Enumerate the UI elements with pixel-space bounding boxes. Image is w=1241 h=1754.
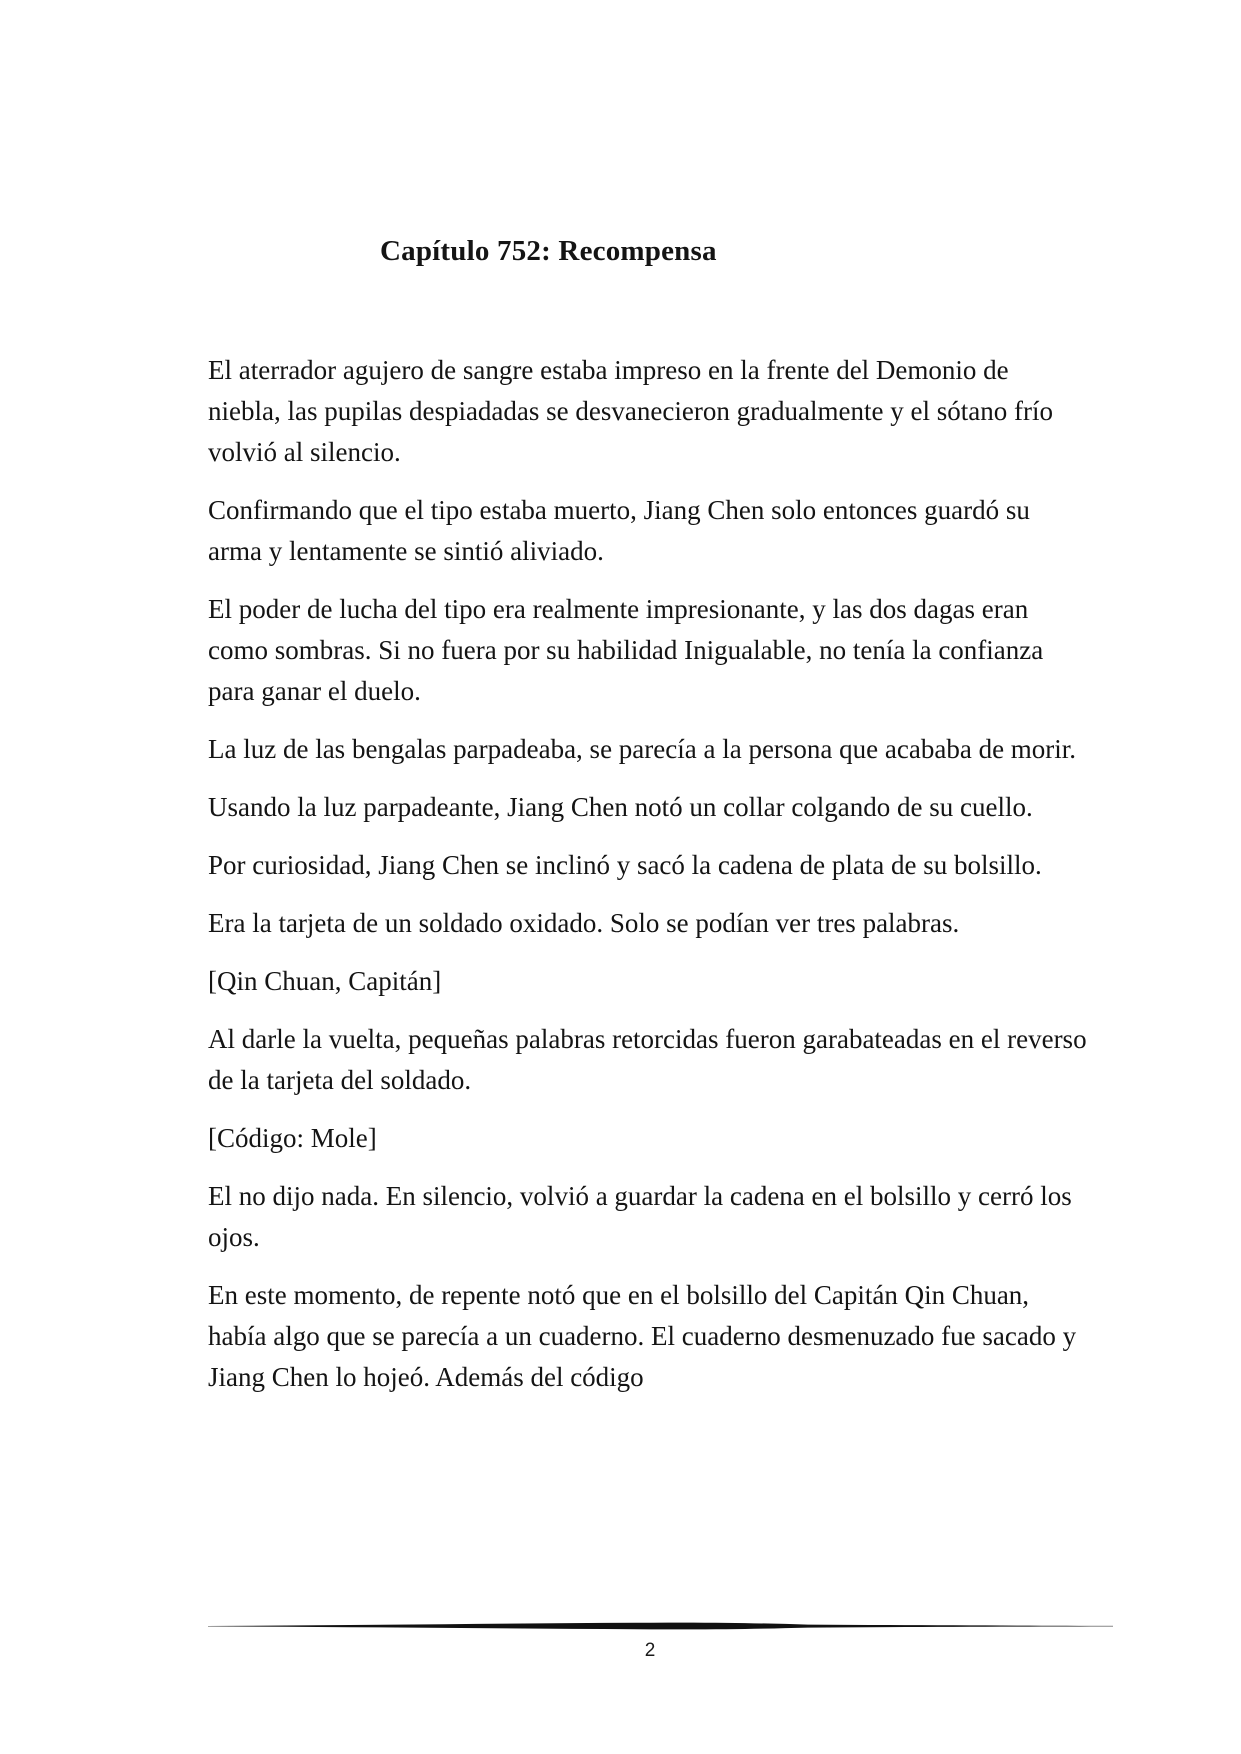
paragraph: Confirmando que el tipo estaba muerto, Jiang Chen solo entonces guardó su arma y lentamente se sintió aliviado.	[208, 495, 1030, 566]
paragraph: Al darle la vuelta, pequeñas palabras retorcidas fueron garabateadas en el reverso de la tarjeta del soldado.	[208, 1024, 1087, 1095]
paragraph: Usando la luz parpadeante, Jiang Chen notó un collar colgando de su cuello.	[208, 792, 1033, 822]
paragraph: El poder de lucha del tipo era realmente impresionante, y las dos dagas eran como sombras. Si no fuera por su habilidad Inigualable, no tenía la confianza para ganar el duelo.	[208, 594, 1044, 706]
paragraph: La luz de las bengalas parpadeaba, se parecía a la persona que acababa de morir.	[208, 734, 1077, 764]
paragraph: El aterrador agujero de sangre estaba impreso en la frente del Demonio de niebla, las pupilas despiadadas se desvanecieron gradualmente y el sótano frío volvió al silencio.	[208, 355, 1053, 467]
paragraph: Era la tarjeta de un soldado oxidado. Solo se podían ver tres palabras.	[208, 908, 960, 938]
chapter-body	[208, 350, 1088, 1415]
paragraph: [Código: Mole]	[208, 1123, 377, 1153]
paragraph: Por curiosidad, Jiang Chen se inclinó y sacó la cadena de plata de su bolsillo.	[208, 850, 1042, 880]
chapter-title: Capítulo 752: Recompensa	[380, 235, 717, 267]
page-number: 2	[644, 1640, 656, 1661]
paragraph: El no dijo nada. En silencio, volvió a guardar la cadena en el bolsillo y cerró los ojos.	[208, 1181, 1072, 1252]
footer-divider	[208, 1620, 1113, 1632]
paragraph: En este momento, de repente notó que en el bolsillo del Capitán Qin Chuan, había algo que se parecía a un cuaderno. El cuaderno desmenuzado fue sacado y Jiang Chen lo hojeó. Además del código	[208, 1280, 1077, 1392]
paragraph: [Qin Chuan, Capitán]	[208, 966, 442, 996]
